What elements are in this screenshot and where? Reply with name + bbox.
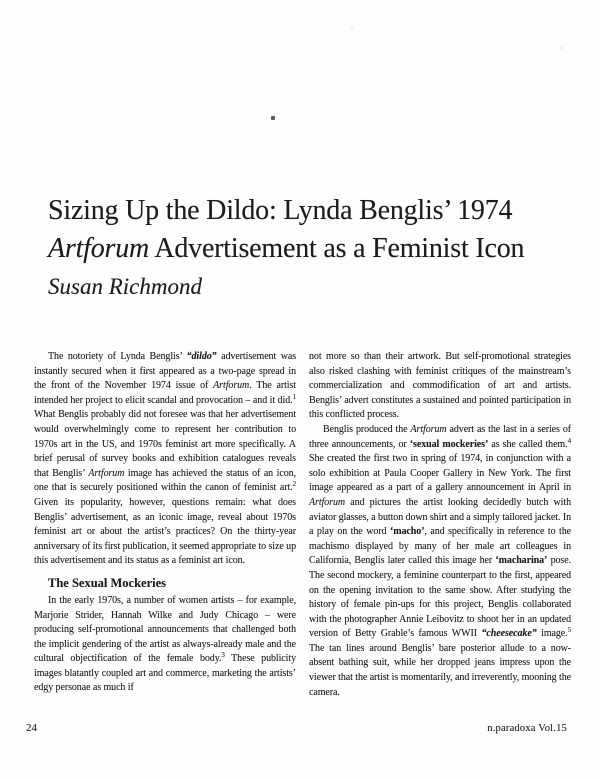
journal-volume: n.paradoxa Vol.15 <box>487 723 567 734</box>
scan-speck <box>351 26 353 28</box>
text-run: She created the first two in spring of 1974, in conjunction with a solo exhibition at Paula Cooper Gallery in New York. The first image appeared as a part of a gallery announcement in April in <box>309 453 571 494</box>
text-run: ‘macho’ <box>389 526 425 538</box>
article-title-line-1 <box>48 192 568 230</box>
section-heading <box>48 576 296 591</box>
article-title-line-2 <box>48 230 568 268</box>
text-run: not more so than their artwork. But self-promotional strategies also risked clashing with feminist critiques of the mainstream’s commercialization and commodification of art and artists. Benglis’ advert constitutes a sustained and pointed participation in this conflicted process. <box>309 351 571 421</box>
text-run: “dildo” <box>186 351 217 362</box>
text-run: These publicity images blatantly coupled art and commerce, marketing the artists’ edgy personae as much if <box>34 653 296 694</box>
paragraph <box>34 350 296 569</box>
text-run: The tan lines around Benglis’ bare posterior allude to a now-absent bathing suit, while her dropped jeans impress upon the viewer that the artist is momentarily, and irreverently, mooning the camera. <box>309 642 571 698</box>
text-run: Artforum <box>309 496 346 508</box>
text-run: In the early 1970s, a number of women artists – for example, Marjorie Strider, Hannah Wilke and Judy Chicago – were producing self-promotional announcements that challenged both the implicit gendering of the artist as always-already male and the cultural objectification of the female body. <box>34 594 296 665</box>
text-run: Advertisement as a Feminist Icon <box>149 233 525 264</box>
text-run: ‘macharina’ <box>495 555 548 567</box>
text-run: 5 <box>567 626 571 635</box>
text-run: image. <box>536 628 568 640</box>
text-run: advertisement was instantly secured when it first appeared as a two-page spread in the front of the November 1974 issue of <box>34 351 297 392</box>
text-run: 1 <box>292 392 296 401</box>
right-column <box>309 350 571 700</box>
article-header <box>48 192 568 301</box>
text-run: Artforum <box>410 423 447 435</box>
text-run: The Sexual Mockeries <box>48 575 167 590</box>
paragraph <box>34 594 296 696</box>
text-run: Given its popularity, however, questions remain: what does Benglis’ advertisement, as an iconic image, reveal about 1970s feminist art or about the artist’s practices? On the thirty-year anniversary of its first publication, it seemed appropriate to size up this advertisement and its status as a feminist art icon. <box>34 496 296 567</box>
text-run: as she called them. <box>488 438 568 450</box>
paragraph <box>309 350 571 423</box>
text-run: pose. The second mockery, a feminine counterpart to the first, appeared on the opening invitation to the same show. After studying the history of female pin-ups for this project, Benglis collaborated with the photographer Annie Leibovitz to shoot her in an updated version of Betty Grable’s famous WWII <box>309 555 572 640</box>
article-author: Susan Richmond <box>48 274 202 299</box>
text-run: , and specifically in reference to the machismo displayed by many of her male art colleagues in California, Benglis later called this image her <box>309 526 571 567</box>
text-run: advert as the last in a series of three announcements, or <box>309 423 571 450</box>
text-run: What Benglis probably did not foresee was that her advertisement would overwhelmingly come to represent her contribution to 1970s art in the US, and 1970s feminist art more specifically. A brief perusal of survey books and exhibition catalogues reveals that Benglis’ <box>34 409 296 479</box>
scan-speck <box>560 47 562 49</box>
scan-speck <box>271 116 275 120</box>
text-run: Sizing Up the Dildo: Lynda Benglis’ 1974 <box>48 195 513 226</box>
text-run: 4 <box>567 436 571 445</box>
two-column-body <box>34 350 572 700</box>
text-run: 3 <box>221 651 225 660</box>
text-run: ‘sexual mockeries’ <box>409 438 489 450</box>
paragraph <box>309 423 571 700</box>
left-column <box>34 350 296 700</box>
text-run: and pictures the artist looking decidedly butch with aviator glasses, a button down shirt and a simply tailored jacket. In a play on the word <box>309 496 571 538</box>
page-number: 24 <box>26 722 37 734</box>
article-title <box>48 192 568 268</box>
text-run: 2 <box>292 480 296 489</box>
text-run: Benglis produced the <box>323 423 411 435</box>
text-run: Artforum <box>48 233 150 264</box>
text-run: Artforum <box>88 467 125 479</box>
text-run: The notoriety of Lynda Benglis’ <box>48 351 187 362</box>
text-run: . The artist intended her project to elicit scandal and provocation – and it did. <box>34 380 296 406</box>
text-run: image has achieved the status of an icon, one that is securely positioned within the canon of feminist art. <box>34 467 296 494</box>
text-run: Artforum <box>213 380 250 392</box>
text-run: “cheesecake” <box>481 628 537 640</box>
